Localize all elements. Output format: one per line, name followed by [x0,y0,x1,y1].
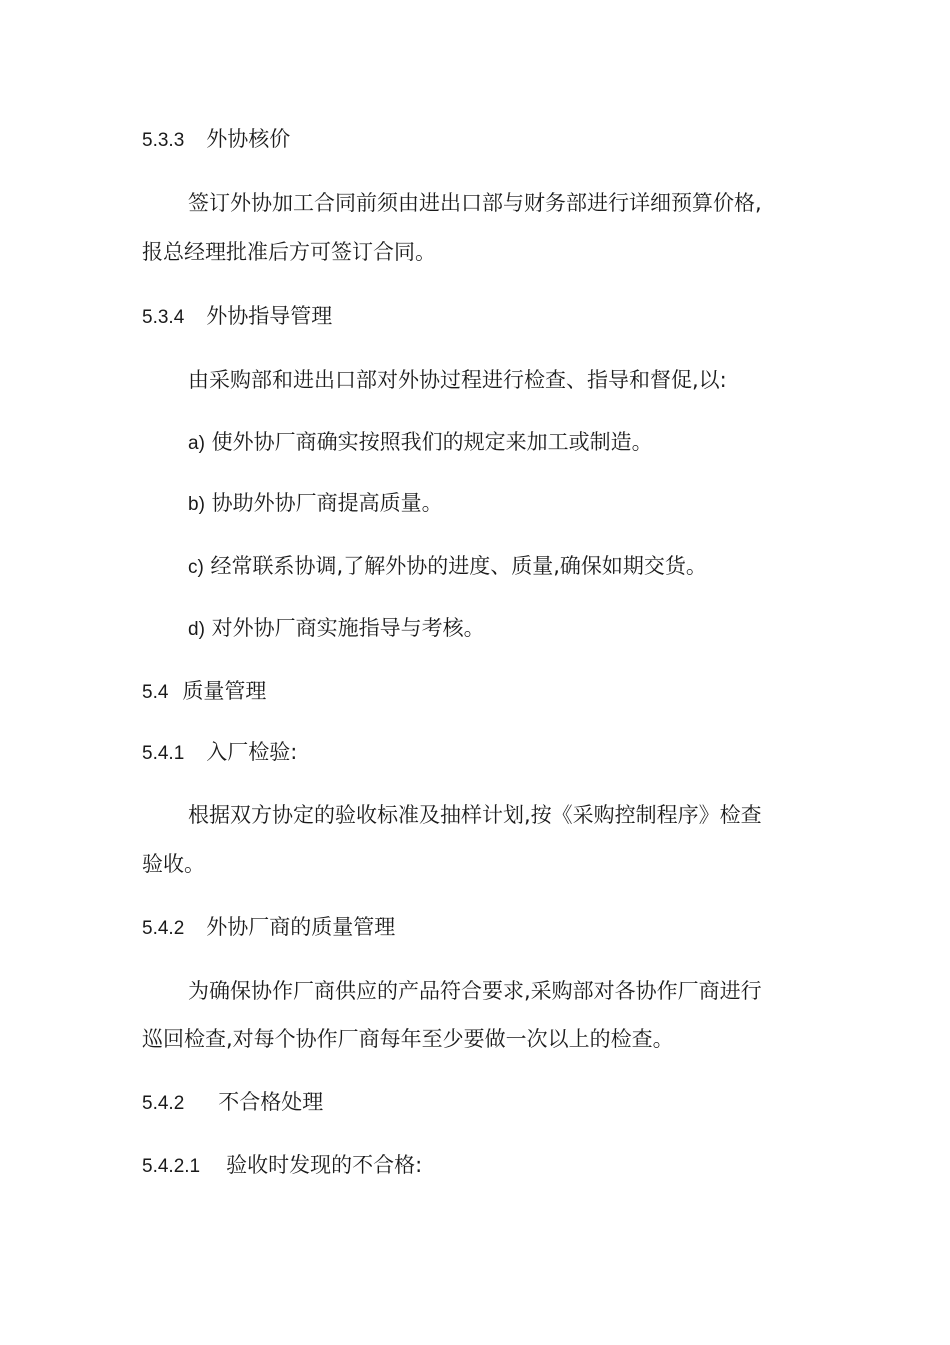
section-number: 5.4.2.1 [142,1156,201,1177]
section-number: 5.4.2 [142,1093,185,1114]
paragraph-line: 根据双方协定的验收标准及抽样计划,按《采购控制程序》检查 [188,803,762,827]
heading-5-4-2 [142,913,395,943]
list-item [188,428,653,458]
list-item [188,552,707,582]
section-number: 5.4.2 [142,918,185,939]
paragraph-line: 为确保协作厂商供应的产品符合要求,采购部对各协作厂商进行 [188,979,762,1003]
paragraph-line: 报总经理批准后方可签订合同。 [142,240,436,264]
section-title: 质量管理 [182,679,267,703]
section-number: 5.4.1 [142,743,185,764]
section-title: 外协指导管理 [206,304,333,328]
list-item-text: 协助外协厂商提高质量。 [211,491,443,515]
paragraph-line: 验收。 [142,852,205,876]
list-item [188,614,485,644]
list-item-text: 经常联系协调,了解外协的进度、质量,确保如期交货。 [210,554,707,578]
section-title: 验收时发现的不合格: [226,1153,423,1177]
heading-5-4-2-1 [142,1151,422,1181]
list-marker: b) [188,494,205,515]
paragraph-line: 巡回检查,对每个协作厂商每年至少要做一次以上的检查。 [142,1027,674,1051]
section-number: 5.3.3 [142,130,185,151]
section-title: 外协厂商的质量管理 [206,915,396,939]
paragraph-line: 由采购部和进出口部对外协过程进行检查、指导和督促,以: [188,368,727,392]
list-marker: d) [188,619,205,640]
section-number: 5.3.4 [142,307,185,328]
heading-5-4 [142,677,266,707]
list-marker: a) [188,433,205,454]
section-title: 入厂检验: [206,740,298,764]
heading-5-4-2-nonconformity [142,1088,323,1118]
list-item-text: 对外协厂商实施指导与考核。 [211,616,485,640]
section-number: 5.4 [142,682,169,703]
list-item [188,489,443,519]
list-marker: c) [188,557,204,578]
heading-5-4-1 [142,738,297,768]
heading-5-3-4 [142,302,332,332]
heading-5-3-3 [142,125,290,155]
paragraph-line: 签订外协加工合同前须由进出口部与财务部进行详细预算价格, [188,191,762,215]
section-title: 不合格处理 [218,1090,324,1114]
list-item-text: 使外协厂商确实按照我们的规定来加工或制造。 [211,430,653,454]
section-title: 外协核价 [206,127,291,151]
